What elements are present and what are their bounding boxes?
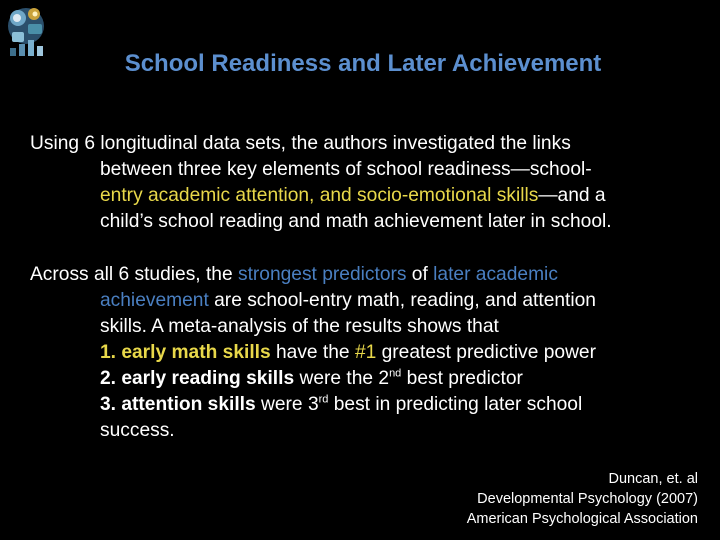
p2-l2-text: are school-entry math, reading, and attention	[208, 290, 596, 311]
finding-3-text-b: best in predicting later school	[328, 394, 583, 415]
finding-2-text-a: were the 2	[294, 368, 390, 389]
citation	[467, 469, 698, 529]
p2-highlight-strongest-predictors: strongest predictors	[237, 264, 407, 285]
p2-line-7: success.	[100, 420, 175, 441]
p1-line-2: between three key elements of school readiness—school-	[100, 159, 592, 180]
p2-highlight-later-academic: later academic	[433, 264, 558, 285]
citation-publisher: American Psychological Association	[466, 511, 698, 527]
p2-l1-text: Across all 6 studies, the	[30, 264, 238, 285]
finding-2-text-b: best predictor	[401, 368, 523, 389]
p2-line-5	[30, 366, 702, 392]
paragraph-findings	[30, 262, 702, 444]
p2-line-1	[30, 262, 702, 288]
p1-line-4: child’s school reading and math achievement later in school.	[100, 211, 612, 232]
finding-1-rank: #1	[354, 342, 377, 363]
citation-authors: Duncan, et. al	[608, 471, 698, 487]
finding-2-ordinal: nd	[389, 367, 402, 380]
citation-journal: Developmental Psychology (2007)	[477, 491, 698, 507]
p2-line-6	[30, 392, 702, 418]
p1-line-3-tail: —and a	[538, 185, 606, 206]
slide-title: School Readiness and Later Achievement	[124, 50, 602, 77]
finding-1-text-b: greatest predictive power	[376, 342, 596, 363]
finding-1-label: 1. early math skills	[100, 342, 271, 363]
p1-line-1: Using 6 longitudinal data sets, the authors investigated the links	[30, 133, 571, 154]
p2-line-3: skills. A meta-analysis of the results shows that	[100, 316, 499, 337]
finding-3-label: 3. attention skills	[100, 394, 256, 415]
p1-line-3	[30, 183, 702, 209]
finding-2-label: 2. early reading skills	[100, 368, 295, 389]
finding-1-text-a: have the	[270, 342, 355, 363]
finding-3-ordinal: rd	[318, 393, 329, 406]
paragraph-study-overview	[30, 131, 702, 235]
finding-3-text-a: were 3	[255, 394, 319, 415]
p2-highlight-achievement: achievement	[100, 290, 209, 311]
p2-line-4	[30, 340, 702, 366]
p1-highlight-skills: entry academic attention, and socio-emotional skills	[100, 185, 539, 206]
p2-line-2	[30, 288, 702, 314]
p2-l1-of: of	[406, 264, 434, 285]
